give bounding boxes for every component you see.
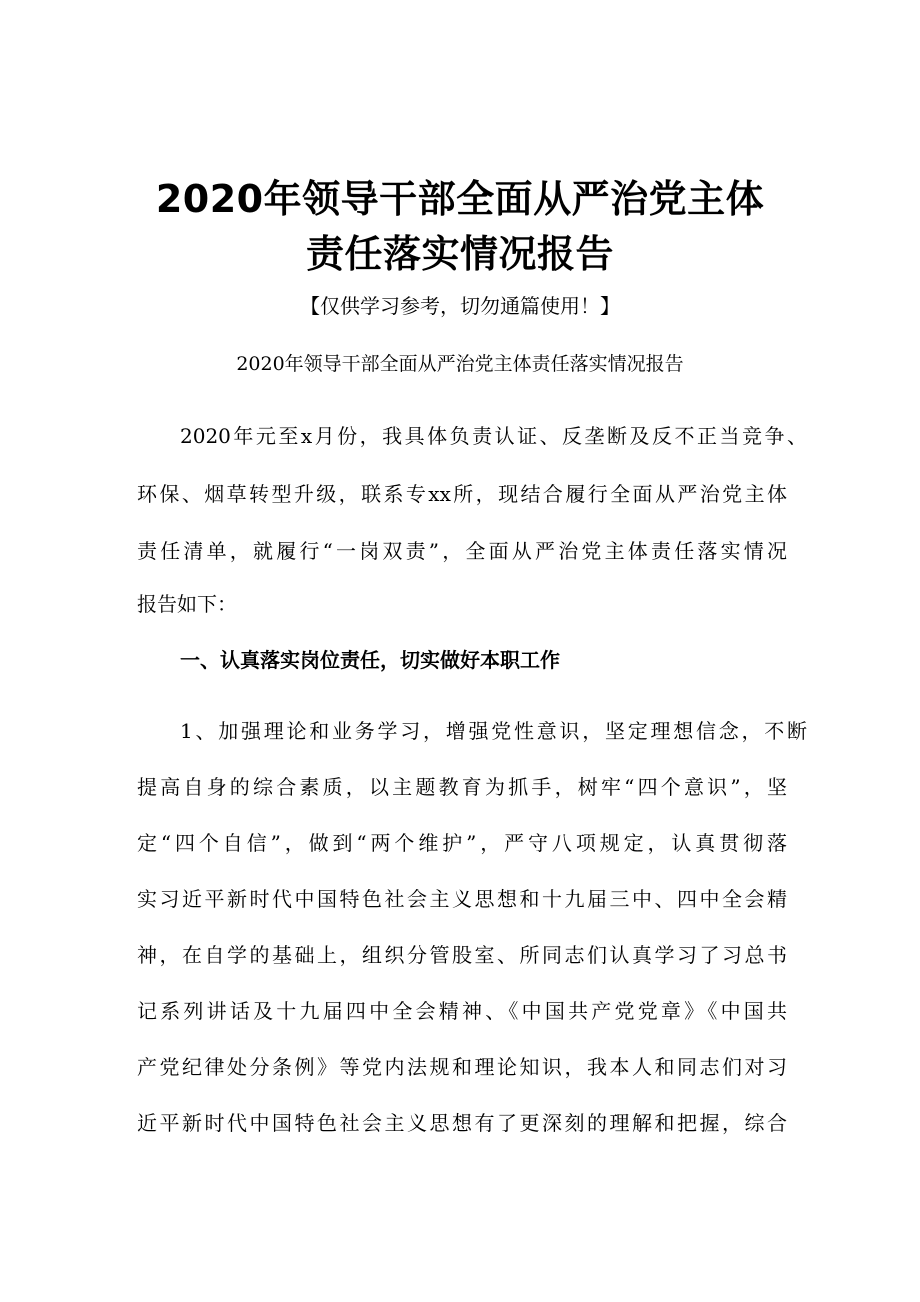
para1-line-5: 神，在自学的基础上，组织分管股室、所同志们认真学习了习总书	[137, 943, 787, 967]
usage-note: 【仅供学习参考，切勿通篇使用！】	[300, 294, 620, 318]
intro-line-2: 环保、烟草转型升级，联系专xx所，现结合履行全面从严治党主体	[137, 482, 787, 506]
document-title-line-2: 责任落实情况报告	[305, 232, 614, 276]
section-heading-1: 一、认真落实岗位责任，切实做好本职工作	[180, 648, 560, 672]
para1-line-3: 定“四个自信”，做到“两个维护”，严守八项规定，认真贯彻落	[137, 831, 787, 855]
para1-line-4: 实习近平新时代中国特色社会主义思想和十九届三中、四中全会精	[137, 887, 787, 911]
para1-line-2: 提高自身的综合素质，以主题教育为抓手，树牢“四个意识”，坚	[137, 775, 787, 799]
para1-line-7: 产党纪律处分条例》等党内法规和理论知识，我本人和同志们对习	[137, 1055, 787, 1079]
intro-line-3: 责任清单，就履行“一岗双责”，全面从严治党主体责任落实情况	[137, 539, 787, 563]
para1-line-8: 近平新时代中国特色社会主义思想有了更深刻的理解和把握，综合	[137, 1111, 787, 1135]
para1-line-6: 记系列讲话及十九届四中全会精神、《中国共产党党章》《中国共	[137, 999, 787, 1023]
intro-line-4: 报告如下：	[137, 592, 237, 616]
para1-line-1: 1、加强理论和业务学习，增强党性意识，坚定理想信念，不断	[180, 719, 807, 743]
intro-line-1: 2020年元至x月份，我具体负责认证、反垄断及反不正当竞争、	[180, 424, 807, 448]
document-title-line-1: 2020年领导干部全面从严治党主体	[155, 177, 765, 221]
document-subtitle: 2020年领导干部全面从严治党主体责任落实情况报告	[236, 353, 684, 375]
